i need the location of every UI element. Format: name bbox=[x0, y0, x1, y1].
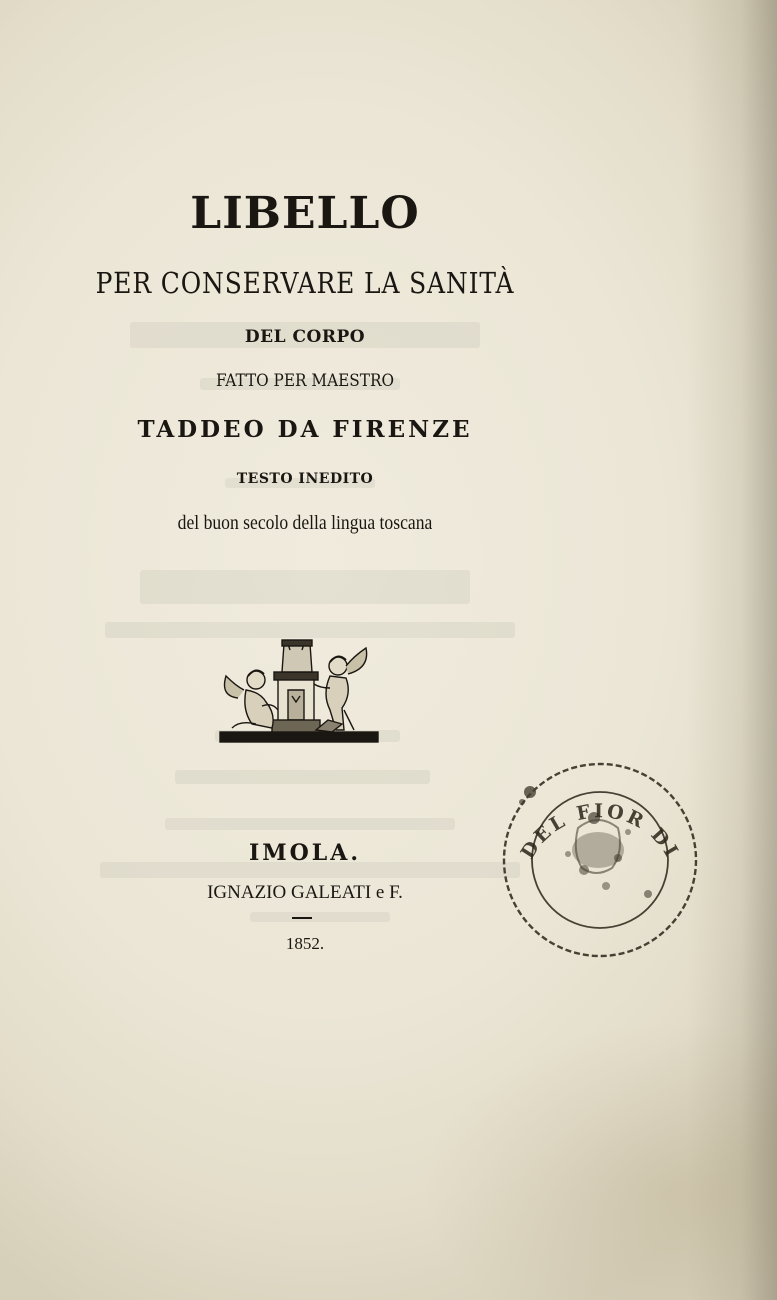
edition-note: TESTO INEDITO bbox=[236, 471, 374, 487]
subtitle: del buon secolo della lingua toscana bbox=[177, 512, 433, 534]
title-line-fatto-per-maestro: FATTO PER MAESTRO bbox=[215, 371, 395, 391]
printers-cherub-vignette bbox=[218, 636, 380, 746]
imprint-publisher: IGNAZIO GALEATI e F. bbox=[207, 882, 403, 903]
stamp-text: DEL FIOR DI bbox=[516, 800, 684, 863]
author-name: TADDEO DA FIRENZE bbox=[137, 416, 473, 443]
library-ownership-stamp bbox=[498, 758, 702, 962]
imprint-rule bbox=[292, 917, 312, 919]
imprint-place: IMOLA. bbox=[248, 840, 361, 866]
title-libello: LIBELLO bbox=[190, 188, 420, 239]
imprint-year: 1852. bbox=[285, 934, 325, 953]
title-line-del-corpo: DEL CORPO bbox=[244, 327, 366, 347]
title-line-conservare: PER CONSERVARE LA SANITÀ bbox=[95, 266, 515, 300]
